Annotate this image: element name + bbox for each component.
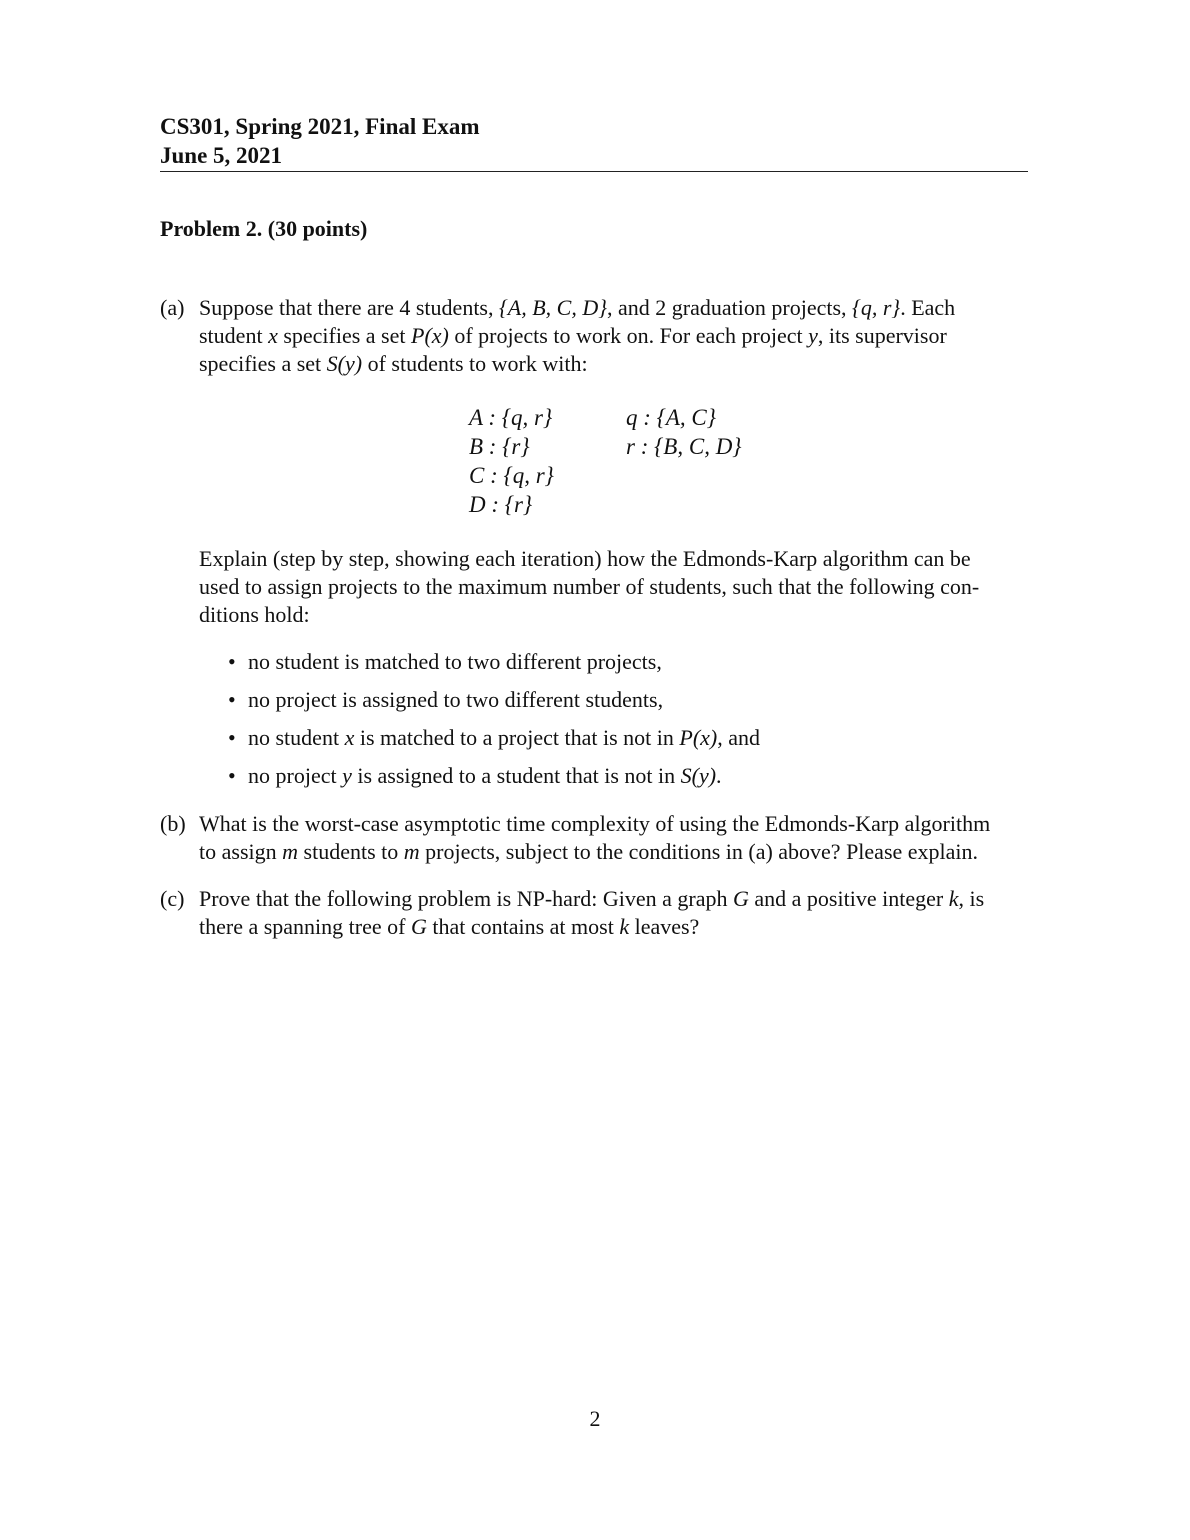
project-preferences xyxy=(626,403,742,461)
bullet-icon: • xyxy=(228,649,236,674)
course-title: CS301, Spring 2021, Final Exam xyxy=(160,114,480,139)
part-a-label: (a) xyxy=(160,295,185,320)
part-a-intro-line-1: Suppose that there are 4 students, {A, B, C, D}, and 2 graduation projects, {q, r}. Each xyxy=(199,295,956,320)
project-pref-q: q : {A, C} xyxy=(626,405,716,430)
projects-set: {q, r} xyxy=(852,295,901,320)
problem-title: Problem 2. (30 points) xyxy=(160,216,368,241)
student-preferences xyxy=(469,403,554,519)
bullet-icon: • xyxy=(228,763,236,788)
list-item: • no student x is matched to a project that is not in P(x), and xyxy=(228,725,760,750)
student-pref-c: C : {q, r} xyxy=(469,463,554,488)
part-b: (b) What is the worst-case asymptotic time complexity of using the Edmonds-Karp algorithm to assign m students to m projects, subject to the conditions in (a) above? Please explain. xyxy=(160,811,991,864)
part-a-explain: Explain (step by step, showing each iteration) how the Edmonds-Karp algorithm can be used to assign projects to the maximum number of students, such that the following con- ditions hold: xyxy=(199,546,980,627)
part-c: (c) Prove that the following problem is NP-hard: Given a graph G and a positive integer k, is there a spanning tree of G that contains at most k leaves? xyxy=(160,886,985,939)
student-pref-d: D : {r} xyxy=(469,492,533,517)
part-a-intro-line-2: student x specifies a set P(x) of projects to work on. For each project y, its supervisor xyxy=(199,323,947,348)
conditions-list xyxy=(228,648,1028,800)
page-number: 2 xyxy=(589,1406,601,1431)
list-item: • no student is matched to two different projects, xyxy=(228,649,662,674)
header-rule xyxy=(160,171,1028,172)
project-pref-r: r : {B, C, D} xyxy=(626,434,742,459)
students-set: {A, B, C, D} xyxy=(499,295,608,320)
bullet-icon: • xyxy=(228,725,236,750)
part-c-label: (c) xyxy=(160,886,185,911)
list-item: • no project y is assigned to a student that is not in S(y). xyxy=(228,763,722,788)
student-pref-a: A : {q, r} xyxy=(469,405,553,430)
exam-header xyxy=(160,112,1028,170)
part-b-label: (b) xyxy=(160,811,186,836)
list-item: • no project is assigned to two different students, xyxy=(228,687,664,712)
part-a-intro-line-3: specifies a set S(y) of students to work with: xyxy=(199,351,588,376)
exam-date: June 5, 2021 xyxy=(160,143,283,168)
part-a-intro xyxy=(160,294,1028,378)
student-pref-b: B : {r} xyxy=(469,434,530,459)
bullet-icon: • xyxy=(228,687,236,712)
